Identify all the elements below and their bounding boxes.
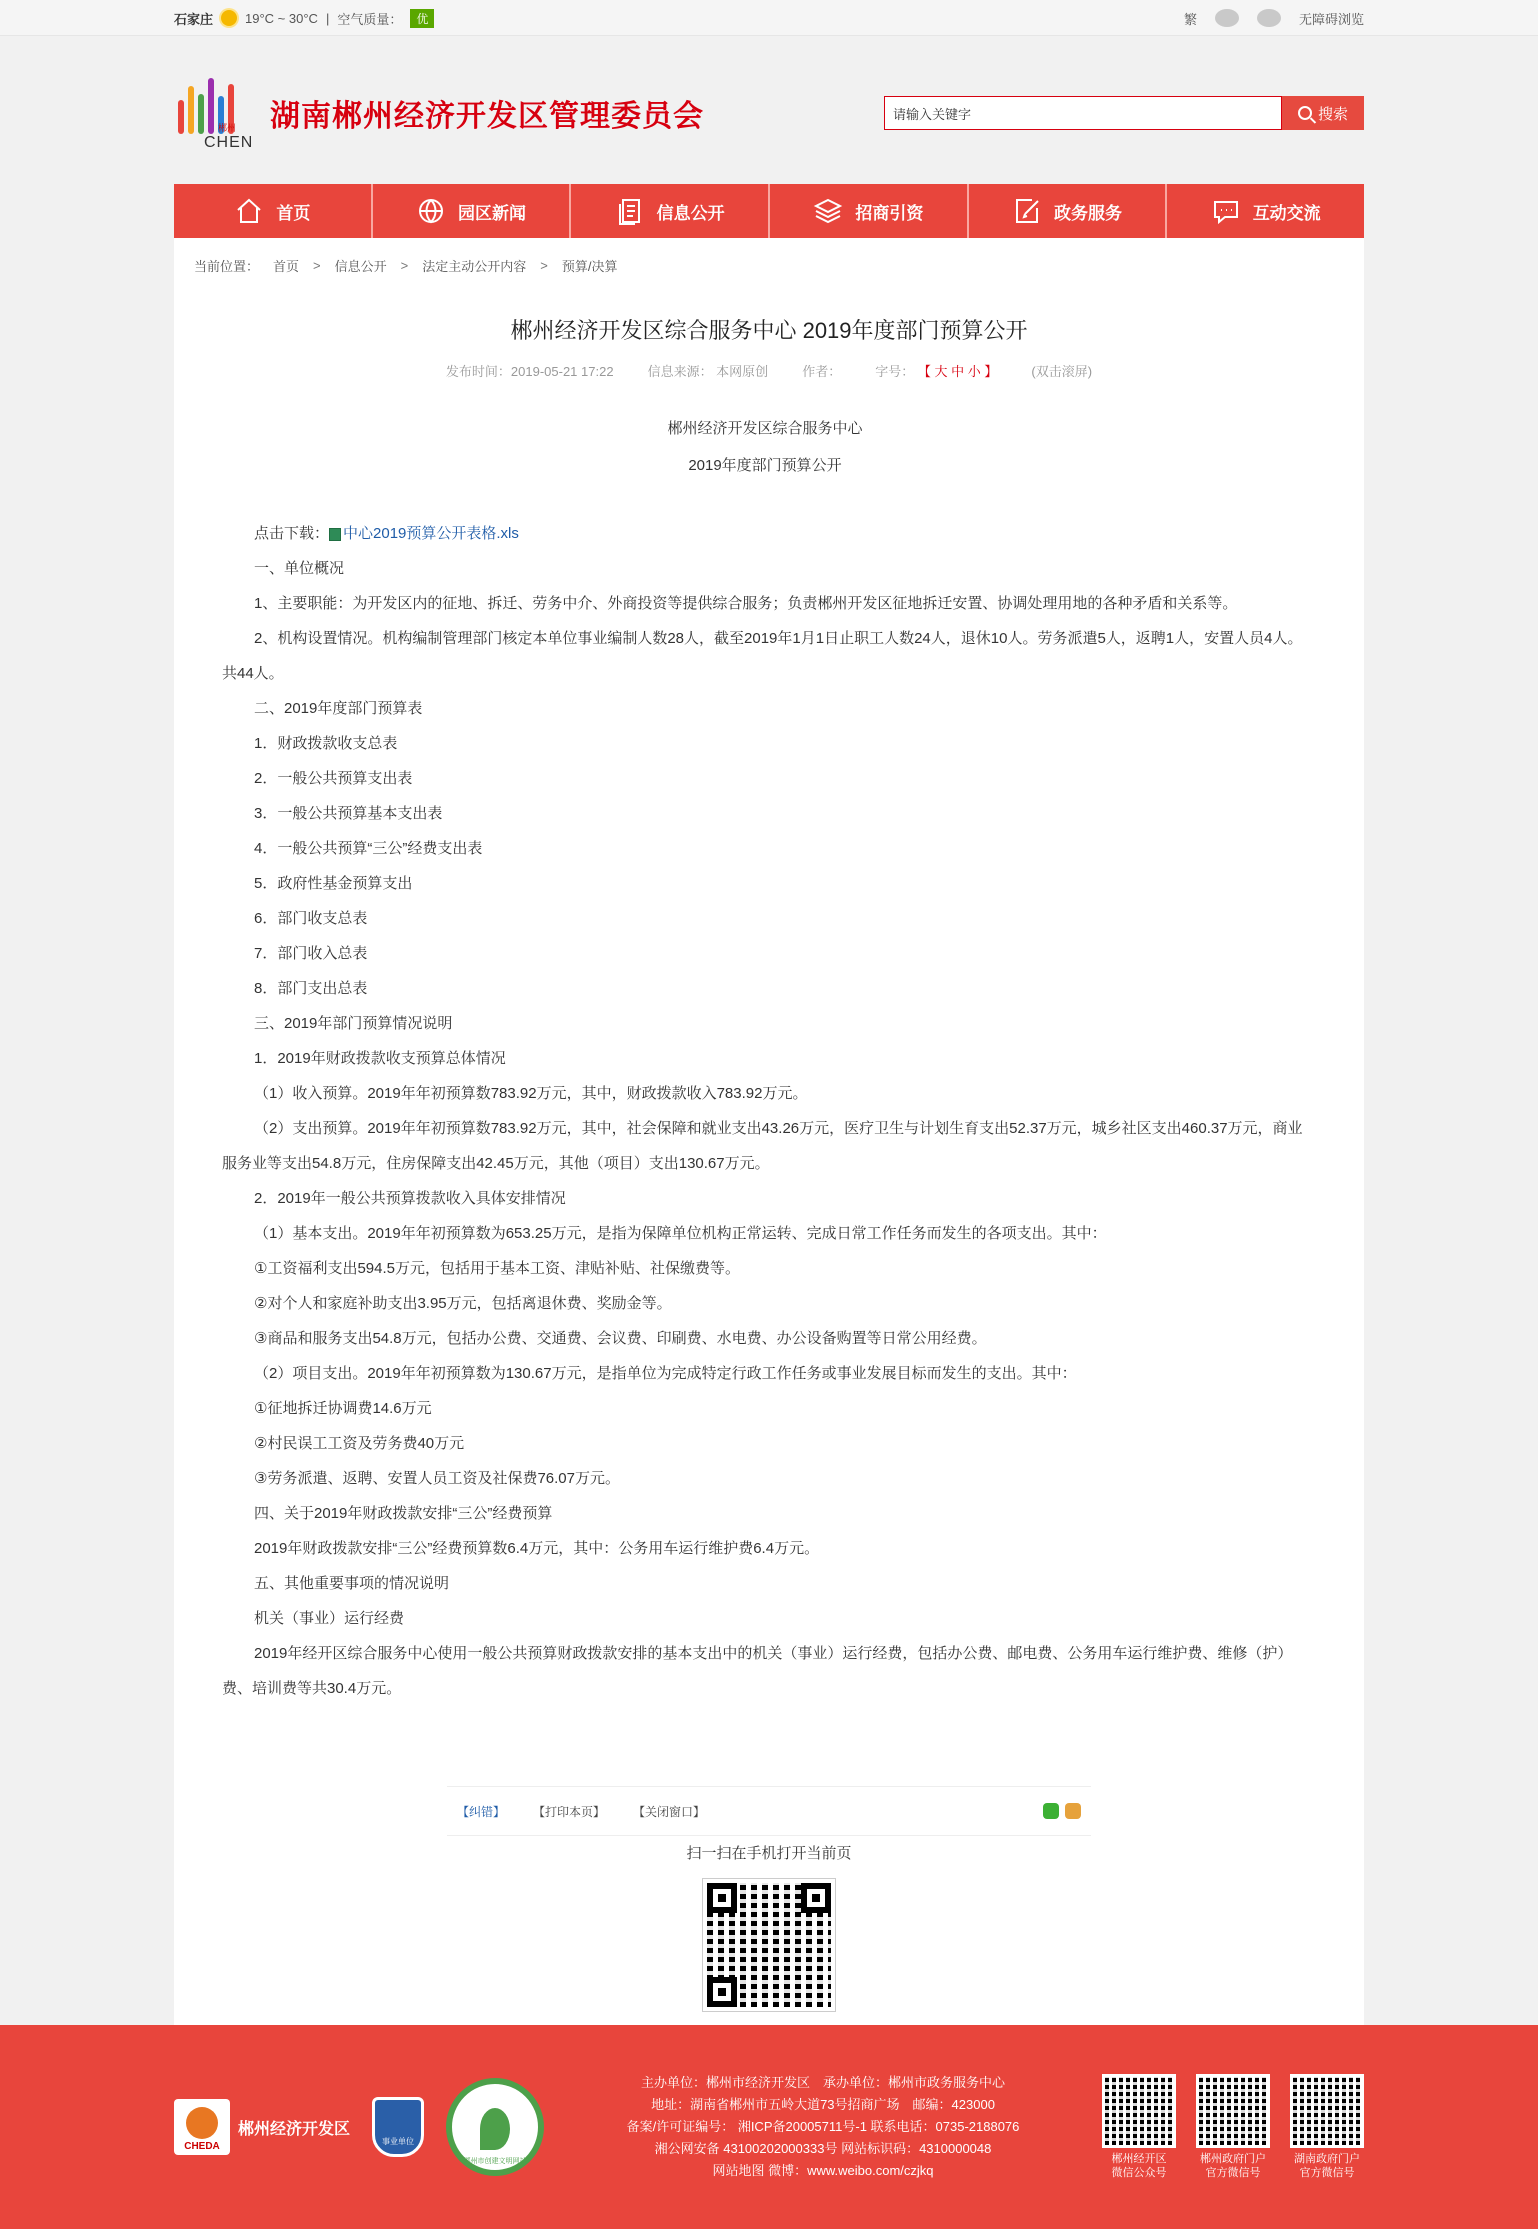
paragraph: （1）基本支出。2019年年初预算数为653.25万元，是指为保障单位机构正常运转、完成日常工作任务而发生的各项支出。其中： bbox=[254, 1225, 1107, 1242]
close-window-link[interactable]: 【关闭窗口】 bbox=[633, 1804, 706, 1819]
paragraph: 一、单位概况 bbox=[254, 560, 345, 577]
qr-caption: 微信公众号 bbox=[1111, 2167, 1167, 2179]
paragraph: 2019年经开区综合服务中心使用一般公共预算财政拨款安排的基本支出中的机关（事业）运行经费，包括办公费、邮电费、公务用车运行维护费、维修（护）费、培训费等共30.4万元。 bbox=[222, 1645, 1293, 1697]
paragraph: 3．一般公共预算基本支出表 bbox=[254, 805, 443, 822]
divider: | bbox=[325, 10, 330, 26]
main-content bbox=[174, 238, 1364, 2025]
nav-label: 园区新闻 bbox=[458, 203, 526, 223]
font-size-label: 字号： bbox=[875, 364, 915, 379]
logo-text: CHEN bbox=[204, 134, 254, 151]
site-header bbox=[174, 36, 1364, 184]
paragraph: 7．部门收入总表 bbox=[254, 945, 368, 962]
air-quality-badge: 优 bbox=[410, 9, 434, 28]
cheda-logo[interactable] bbox=[174, 2099, 350, 2155]
paragraph: 5．政府性基金预算支出 bbox=[254, 875, 413, 892]
site-footer bbox=[0, 2025, 1538, 2229]
footer-line: 地址：湖南省郴州市五岭大道73号招商广场 邮编：423000 bbox=[651, 2097, 995, 2112]
search-box bbox=[884, 96, 1364, 130]
qr-code bbox=[703, 1879, 835, 2011]
footer-qr-codes bbox=[1102, 2074, 1364, 2180]
cheda-text: CHEDA bbox=[184, 2141, 220, 2152]
paragraph: 1．2019年财政拨款收支预算总体情况 bbox=[254, 1050, 506, 1067]
nav-item-investment[interactable] bbox=[770, 184, 969, 238]
breadcrumb-budget[interactable]: 预算/决算 bbox=[561, 258, 618, 274]
air-quality-label: 空气质量： bbox=[337, 11, 403, 27]
main-nav bbox=[174, 184, 1364, 238]
footer-qr bbox=[1102, 2074, 1176, 2180]
paragraph: 6．部门收支总表 bbox=[254, 910, 368, 927]
footer-qr bbox=[1196, 2074, 1270, 2180]
cheda-emblem bbox=[174, 2099, 230, 2155]
search-input[interactable] bbox=[884, 96, 1282, 130]
qr-caption: 郴州经开区 bbox=[1111, 2153, 1167, 2165]
chat-icon bbox=[1211, 196, 1241, 226]
top-bar bbox=[0, 0, 1538, 36]
breadcrumb-home[interactable]: 首页 bbox=[273, 258, 300, 274]
globe-icon bbox=[416, 196, 446, 226]
download-link[interactable]: 中心2019预算公开表格.xls bbox=[343, 525, 519, 542]
shield-label: 事业单位 bbox=[382, 2137, 415, 2146]
font-mid-button[interactable]: 中 bbox=[951, 364, 965, 379]
paragraph: （1）收入预算。2019年年初预算数783.92万元，其中，财政拨款收入783.92万元。 bbox=[254, 1085, 808, 1102]
nav-item-news[interactable] bbox=[373, 184, 572, 238]
print-link[interactable]: 【打印本页】 bbox=[533, 1804, 606, 1819]
qr-code bbox=[1290, 2074, 1364, 2148]
nav-item-services[interactable] bbox=[969, 184, 1168, 238]
nav-item-info[interactable] bbox=[571, 184, 770, 238]
public-institution-badge[interactable] bbox=[372, 2097, 424, 2157]
qr-code bbox=[1102, 2074, 1176, 2148]
weibo-share-icon[interactable] bbox=[1065, 1803, 1081, 1819]
weather-info bbox=[174, 9, 434, 28]
breadcrumb-sep: > bbox=[400, 257, 409, 273]
paragraph: ①征地拆迁协调费14.6万元 bbox=[254, 1400, 432, 1417]
logo-small-text: 郴州 bbox=[218, 123, 237, 133]
footer-line[interactable]: 网站地图 微博：www.weibo.com/czjkq bbox=[712, 2163, 934, 2178]
qr-code bbox=[1196, 2074, 1270, 2148]
paragraph: 8．部门支出总表 bbox=[254, 980, 368, 997]
document-icon bbox=[615, 196, 645, 226]
breadcrumb-prefix: 当前位置： bbox=[194, 258, 260, 274]
org-name: 郴州经济开发区 bbox=[238, 2120, 351, 2138]
footer-qr bbox=[1290, 2074, 1364, 2180]
traditional-chinese-link[interactable]: 繁 bbox=[1183, 11, 1197, 27]
search-button-label: 搜索 bbox=[1317, 105, 1348, 123]
qr-caption: 官方微信号 bbox=[1299, 2167, 1355, 2179]
paragraph: 1、主要职能：为开发区内的征地、拆迁、劳务中介、外商投资等提供综合服务；负责郴州开发区征地拆迁安置、协调处理用地的各种矛盾和关系等。 bbox=[254, 595, 1238, 612]
footer-info bbox=[627, 2072, 1020, 2182]
bracket: 【 bbox=[917, 364, 931, 379]
paragraph: 2．2019年一般公共预算拨款收入具体安排情况 bbox=[254, 1190, 566, 1207]
footer-line: 主办单位：郴州市经济开发区 承办单位：郴州市政务服务中心 bbox=[640, 2075, 1005, 2090]
author: 作者： bbox=[802, 364, 842, 379]
nav-label: 信息公开 bbox=[656, 203, 725, 223]
qr-section bbox=[174, 1842, 1364, 2011]
paragraph: ②村民误工工资及劳务费40万元 bbox=[254, 1435, 465, 1452]
article-paragraphs bbox=[222, 551, 1308, 1706]
download-label: 点击下载： bbox=[254, 525, 330, 542]
qr-caption: 郴州政府门户 bbox=[1199, 2153, 1266, 2165]
info-source: 信息来源： 本网原创 bbox=[647, 364, 769, 379]
paragraph: 四、关于2019年财政拨款安排“三公”经费预算 bbox=[254, 1505, 553, 1522]
paragraph: （2）项目支出。2019年年初预算数为130.67万元，是指单位为完成特定行政工作任务或事业发展目标而发生的支出。其中： bbox=[254, 1365, 1077, 1382]
weibo-icon[interactable] bbox=[1215, 9, 1239, 27]
paragraph: ③商品和服务支出54.8万元，包括办公费、交通费、会议费、印刷费、水电费、办公设备购置等日常公用经费。 bbox=[254, 1330, 987, 1347]
article-title: 郴州经济开发区综合服务中心 2019年度部门预算公开 bbox=[510, 318, 1028, 343]
paragraph: ②对个人和家庭补助支出3.95万元，包括离退休费、奖励金等。 bbox=[254, 1295, 672, 1312]
paragraph: ③劳务派遣、返聘、安置人员工资及社保费76.07万元。 bbox=[254, 1470, 620, 1487]
nav-label: 互动交流 bbox=[1252, 203, 1321, 223]
breadcrumb bbox=[174, 238, 1364, 292]
article-heading-1: 郴州经济开发区综合服务中心 bbox=[667, 420, 863, 437]
wechat-share-icon[interactable] bbox=[1043, 1803, 1059, 1819]
nav-label: 招商引资 bbox=[855, 203, 924, 223]
logo-mark bbox=[174, 74, 260, 152]
search-button[interactable] bbox=[1282, 96, 1364, 130]
search-icon bbox=[1298, 106, 1312, 120]
site-logo[interactable] bbox=[174, 74, 704, 152]
article-tools bbox=[447, 1786, 1091, 1836]
paragraph: 1．财政拨款收支总表 bbox=[254, 735, 398, 752]
qr-caption: 湖南政府门户 bbox=[1293, 2153, 1360, 2165]
sun-icon bbox=[221, 10, 237, 26]
paragraph: 机关（事业）运行经费 bbox=[254, 1610, 405, 1627]
breadcrumb-info[interactable]: 信息公开 bbox=[334, 258, 387, 274]
paragraph: （2）支出预算。2019年年初预算数783.92万元，其中，社会保障和就业支出43.26万元，医疗卫生与计划生育支出52.37万元，城乡社区支出460.37万元，商业服务业等支出54.8万元，住房保障支出42.45万元，其他（项目）支出130.67万元。 bbox=[222, 1120, 1303, 1172]
home-icon bbox=[234, 196, 264, 226]
dblclick-scroll: (双击滚屏) bbox=[1031, 364, 1093, 379]
edit-icon bbox=[1012, 196, 1042, 226]
article-meta bbox=[174, 361, 1364, 380]
paragraph: 五、其他重要事项的情况说明 bbox=[254, 1575, 450, 1592]
share-buttons bbox=[1043, 1803, 1081, 1819]
correct-link[interactable]: 【纠错】 bbox=[457, 1804, 506, 1819]
font-small-button[interactable]: 小 bbox=[967, 364, 981, 379]
wechat-icon[interactable] bbox=[1257, 9, 1281, 27]
paragraph: 4．一般公共预算“三公”经费支出表 bbox=[254, 840, 483, 857]
nav-item-interaction[interactable] bbox=[1167, 184, 1364, 238]
paragraph: 2019年财政拨款安排“三公”经费预算数6.4万元，其中：公务用车运行维护费6.4万元。 bbox=[254, 1540, 820, 1557]
temperature: 19°C ~ 30°C bbox=[245, 10, 318, 26]
qr-caption: 官方微信号 bbox=[1205, 2167, 1261, 2179]
layers-icon bbox=[813, 196, 843, 226]
footer-line[interactable]: 备案/许可证编号： 湘ICP备20005711号-1 联系电话：0735-2188076 bbox=[626, 2119, 1020, 2134]
breadcrumb-sep: > bbox=[540, 257, 548, 273]
nav-label: 首页 bbox=[276, 203, 311, 223]
site-title: 湖南郴州经济开发区管理委员会 bbox=[270, 100, 704, 133]
article-body bbox=[174, 410, 1364, 1706]
civ-label: 郴州市创建文明网站 bbox=[463, 2158, 527, 2165]
article-heading-2: 2019年度部门预算公开 bbox=[688, 457, 842, 474]
paragraph: ①工资福利支出594.5万元，包括用于基本工资、津贴补贴、社保缴费等。 bbox=[254, 1260, 740, 1277]
bracket: 】 bbox=[984, 364, 998, 379]
download-line bbox=[222, 516, 1308, 551]
paragraph: 三、2019年部门预算情况说明 bbox=[254, 1015, 453, 1032]
nav-label: 政务服务 bbox=[1054, 203, 1123, 223]
nav-item-home[interactable] bbox=[174, 184, 373, 238]
publish-time: 发布时间：2019-05-21 17:22 bbox=[445, 364, 614, 379]
breadcrumb-sep: > bbox=[313, 257, 321, 273]
font-big-button[interactable]: 大 bbox=[934, 364, 948, 379]
civilized-website-badge[interactable] bbox=[446, 2078, 544, 2176]
scan-text: 扫一扫在手机打开当前页 bbox=[686, 1845, 852, 1862]
accessibility-link[interactable]: 无障碍浏览 bbox=[1298, 11, 1364, 27]
font-size-control bbox=[875, 361, 997, 380]
breadcrumb-legal[interactable]: 法定主动公开内容 bbox=[422, 258, 527, 274]
city-name: 石家庄 bbox=[174, 11, 214, 27]
paragraph: 二、2019年度部门预算表 bbox=[254, 700, 423, 717]
paragraph: 2．一般公共预算支出表 bbox=[254, 770, 413, 787]
excel-file-icon bbox=[329, 528, 341, 541]
footer-line[interactable]: 湘公网安备 43100202000333号 网站标识码：4310000048 bbox=[654, 2141, 992, 2156]
paragraph: 2、机构设置情况。机构编制管理部门核定本单位事业编制人数28人，截至2019年1月1日止职工人数24人，退休10人。劳务派遣5人，返聘1人，安置人员4人。共44人。 bbox=[222, 630, 1303, 682]
